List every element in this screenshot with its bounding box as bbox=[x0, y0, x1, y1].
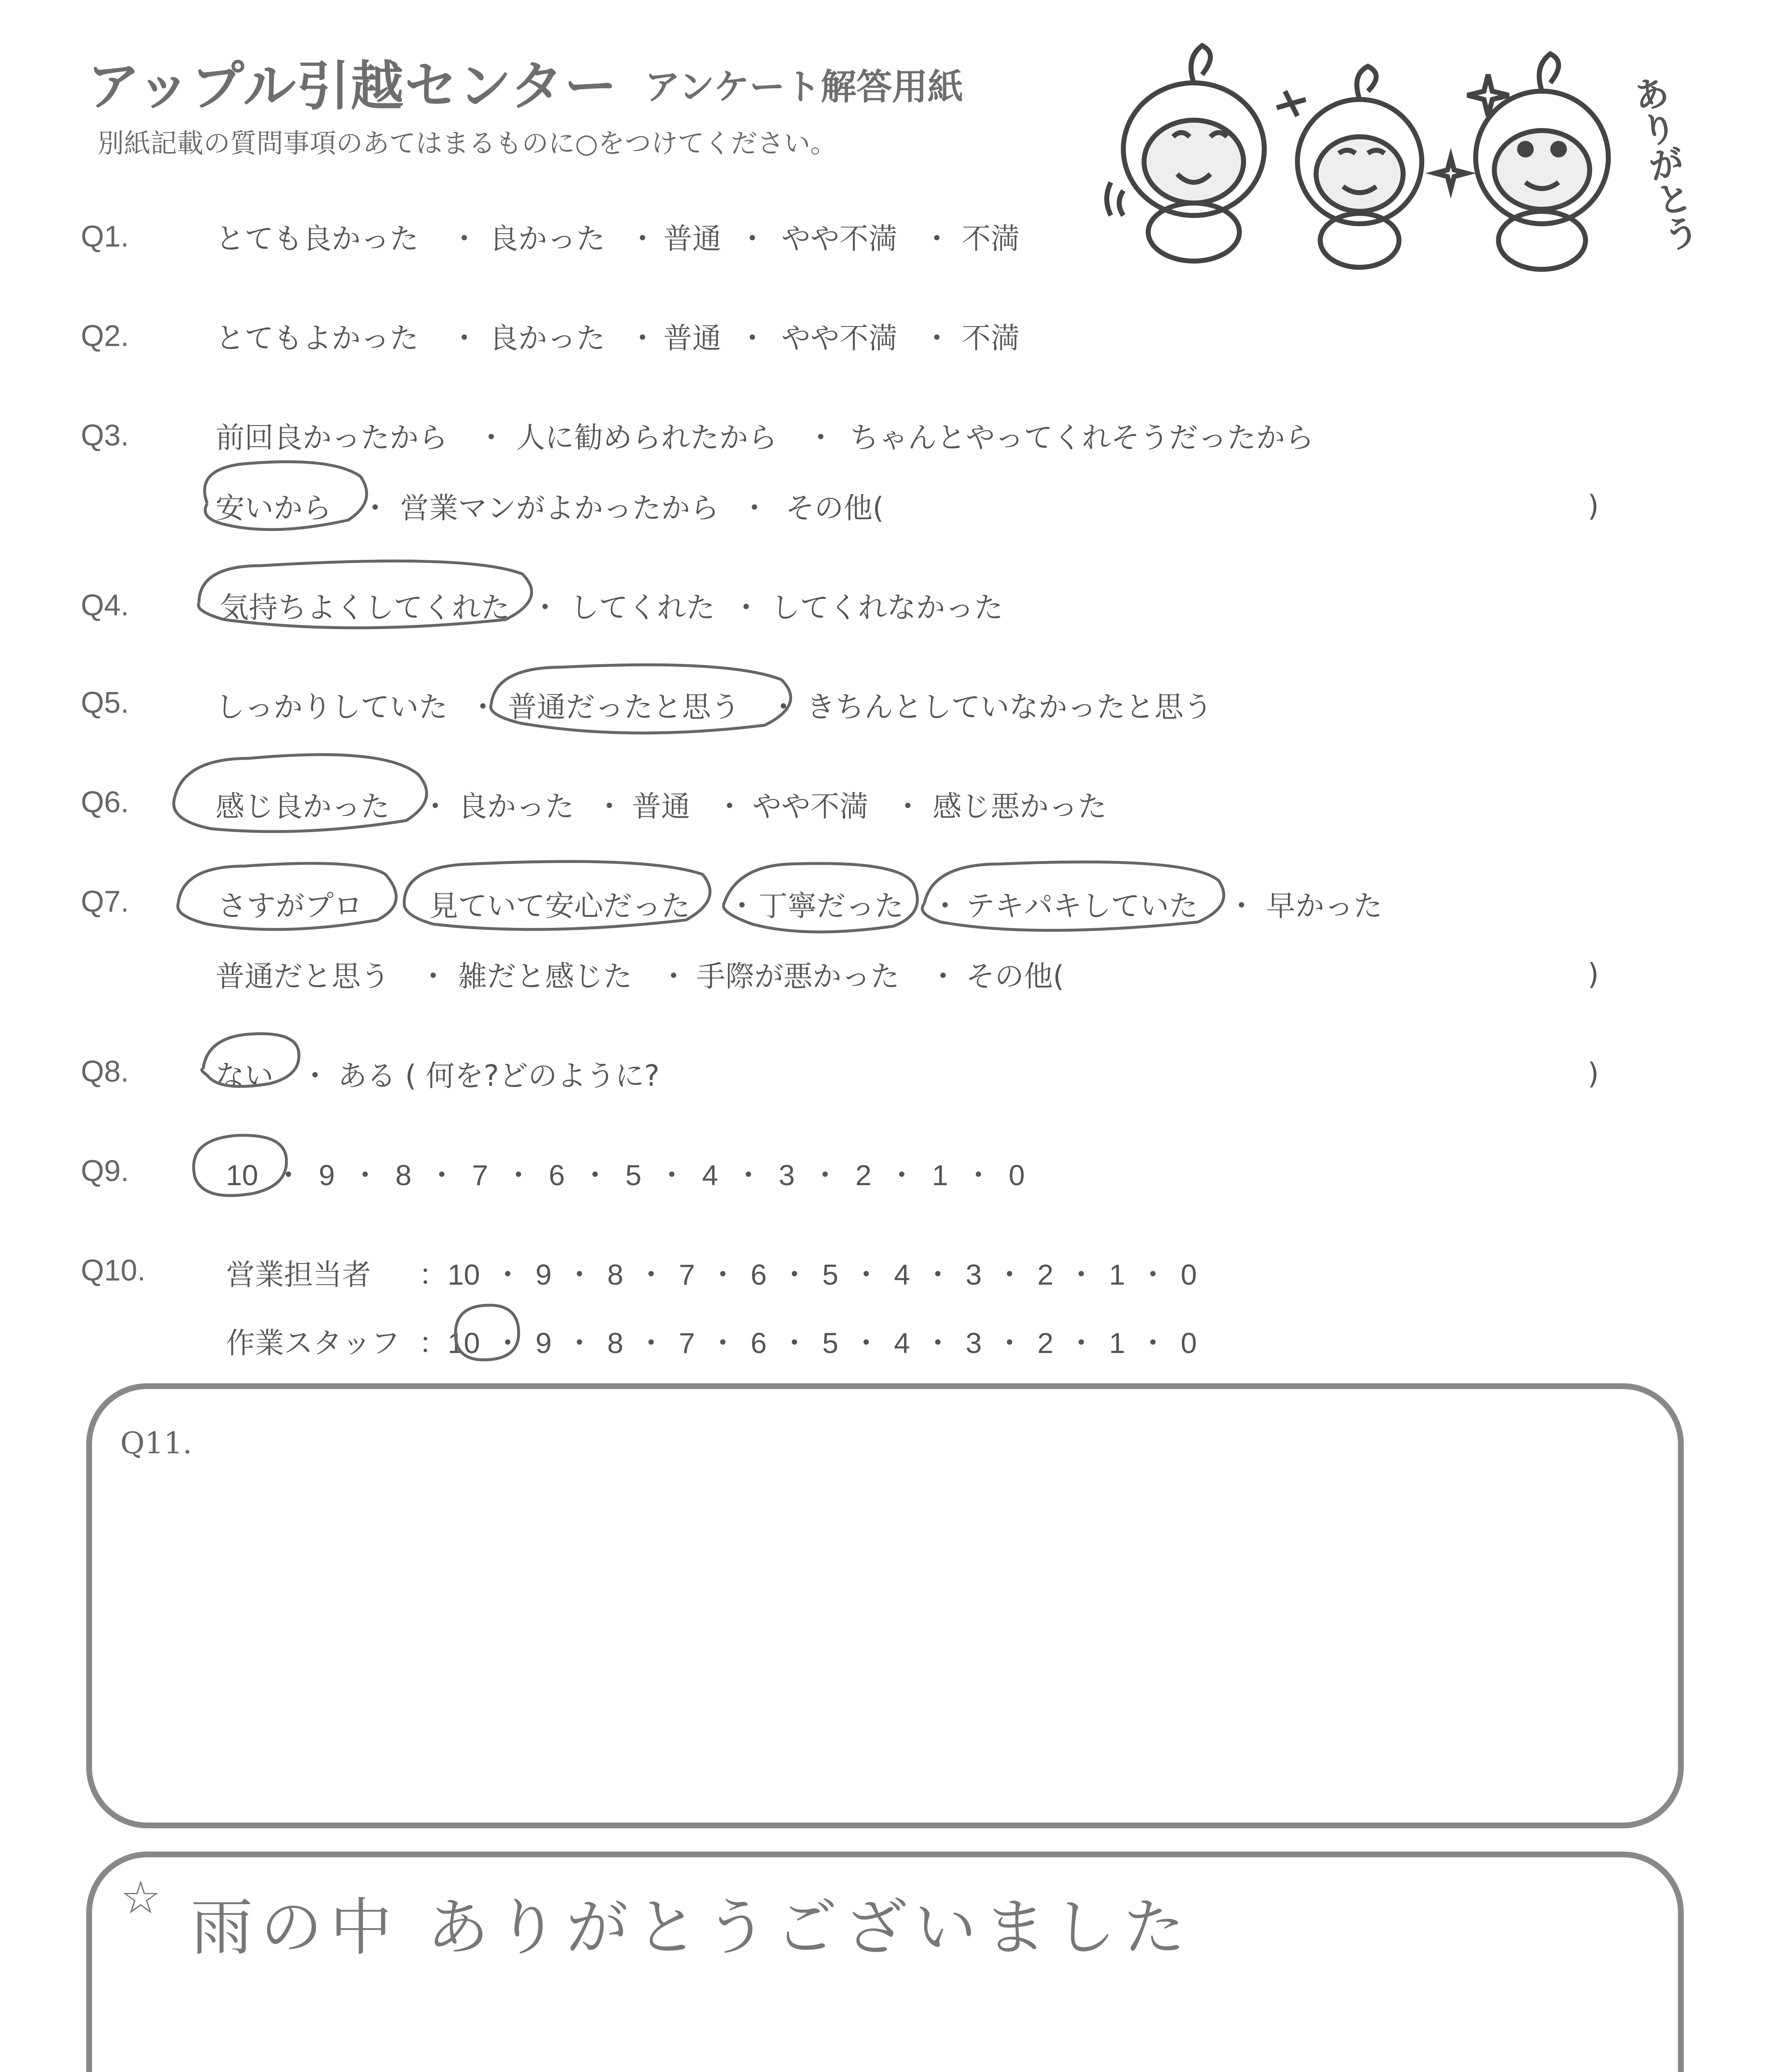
thanks-text: ありがとう bbox=[1624, 72, 1702, 255]
q10-label: Q10. bbox=[81, 1254, 146, 1287]
score-5[interactable]: 5 bbox=[625, 1159, 642, 1191]
option-selected[interactable]: ない bbox=[216, 1059, 274, 1093]
option-selected[interactable]: さすがプロ bbox=[218, 889, 363, 923]
instruction-text: 別紙記載の質問事項のあてはまるものに○をつけてください。 bbox=[97, 128, 837, 159]
work-staff-label: 作業スタッフ bbox=[226, 1326, 400, 1360]
score-6[interactable]: 6 bbox=[750, 1259, 767, 1291]
q1-label: Q1. bbox=[81, 220, 129, 253]
score-7[interactable]: 7 bbox=[679, 1259, 695, 1291]
option[interactable]: 雑だと感じた bbox=[458, 959, 632, 993]
sales-score-scale: ：10 ・ 9 ・ 8 ・ 7 ・ 6 ・ 5 ・ 4 ・ 3 ・ 2 ・ 1 ・ 0 bbox=[419, 1259, 1197, 1291]
q3-label: Q3. bbox=[81, 419, 129, 452]
option[interactable]: その他( bbox=[786, 491, 884, 525]
option[interactable]: 前回良かったから bbox=[216, 421, 448, 455]
score-1[interactable]: 1 bbox=[932, 1159, 948, 1191]
option[interactable]: とてもよかった bbox=[216, 321, 419, 355]
score-8[interactable]: 8 bbox=[395, 1159, 412, 1191]
score-7[interactable]: 7 bbox=[472, 1159, 488, 1191]
star-icon: ☆ bbox=[120, 1871, 161, 1924]
score-3[interactable]: 3 bbox=[965, 1327, 982, 1359]
option[interactable]: 手際が悪かった bbox=[696, 959, 899, 993]
option[interactable]: やや不満 bbox=[752, 789, 868, 823]
score-6[interactable]: 6 bbox=[548, 1159, 565, 1191]
option-selected[interactable]: テキパキしていた bbox=[966, 889, 1198, 923]
option[interactable]: 不満 bbox=[962, 222, 1020, 256]
option[interactable]: 不満 bbox=[962, 321, 1020, 355]
option[interactable]: ある ( 何を?どのように? bbox=[338, 1059, 660, 1093]
q2-label: Q2. bbox=[81, 320, 129, 353]
option-selected[interactable]: 安いから bbox=[216, 491, 332, 525]
option[interactable]: 営業マンがよかったから bbox=[400, 491, 719, 525]
company-title: アップル引越センター bbox=[87, 56, 618, 117]
q8-label: Q8. bbox=[81, 1055, 129, 1088]
option[interactable]: してくれた bbox=[570, 591, 715, 625]
score-3[interactable]: 3 bbox=[965, 1259, 982, 1291]
score-7[interactable]: 7 bbox=[679, 1327, 695, 1359]
score-4[interactable]: 4 bbox=[894, 1259, 910, 1291]
score-2[interactable]: 2 bbox=[1037, 1327, 1054, 1359]
score-9[interactable]: 9 bbox=[535, 1259, 552, 1291]
option[interactable]: しっかりしていた bbox=[216, 690, 448, 724]
score-2[interactable]: 2 bbox=[855, 1159, 872, 1191]
score-0[interactable]: 0 bbox=[1181, 1327, 1197, 1359]
form-subtitle: アンケート解答用紙 bbox=[645, 66, 963, 108]
work-score-scale: ：10 ・ 9 ・ 8 ・ 7 ・ 6 ・ 5 ・ 4 ・ 3 ・ 2 ・ 1 ・ 0 bbox=[419, 1327, 1197, 1359]
score-1[interactable]: 1 bbox=[1109, 1327, 1125, 1359]
score-4[interactable]: 4 bbox=[702, 1159, 718, 1191]
q9-scale: 10 ・ 9 ・ 8 ・ 7 ・ 6 ・ 5 ・ 4 ・ 3 ・ 2 ・ 1 ・ 0 bbox=[226, 1159, 1025, 1191]
option[interactable]: 感じ悪かった bbox=[933, 789, 1107, 823]
q4-label: Q4. bbox=[81, 589, 129, 622]
score-6[interactable]: 6 bbox=[750, 1327, 767, 1359]
score-1[interactable]: 1 bbox=[1109, 1259, 1125, 1291]
option[interactable]: やや不満 bbox=[781, 321, 897, 355]
option[interactable]: ちゃんとやってくれそうだったから bbox=[850, 421, 1314, 455]
option-selected[interactable]: 丁寧だった bbox=[759, 889, 904, 923]
option[interactable]: とても良かった bbox=[216, 222, 419, 256]
option[interactable]: きちんとしていなかったと思う bbox=[806, 690, 1212, 724]
score-10[interactable]: 10 bbox=[226, 1159, 258, 1191]
option-selected[interactable]: 感じ良かった bbox=[216, 789, 390, 823]
option[interactable]: 普通だと思う bbox=[216, 959, 390, 993]
option-selected[interactable]: 見ていて安心だった bbox=[429, 889, 690, 923]
option[interactable]: その他( bbox=[966, 959, 1064, 993]
score-9[interactable]: 9 bbox=[318, 1159, 335, 1191]
score-9[interactable]: 9 bbox=[535, 1327, 552, 1359]
score-5[interactable]: 5 bbox=[822, 1259, 839, 1291]
option-selected[interactable]: 気持ちよくしてくれた bbox=[220, 591, 510, 625]
score-4[interactable]: 4 bbox=[894, 1327, 910, 1359]
option[interactable]: 普通 bbox=[663, 222, 721, 256]
option[interactable]: 早かった bbox=[1266, 889, 1382, 923]
q9-label: Q9. bbox=[81, 1155, 129, 1188]
option-selected[interactable]: 普通だったと思う bbox=[508, 690, 740, 724]
score-3[interactable]: 3 bbox=[778, 1159, 795, 1191]
score-2[interactable]: 2 bbox=[1037, 1259, 1054, 1291]
score-10[interactable]: 10 bbox=[448, 1327, 480, 1359]
score-0[interactable]: 0 bbox=[1181, 1259, 1197, 1291]
q6-label: Q6. bbox=[81, 786, 129, 819]
q11-label: Q11. bbox=[120, 1426, 192, 1460]
comment-text[interactable]: 雨の中 ありがとうございました bbox=[191, 1892, 1193, 1964]
score-10[interactable]: 10 bbox=[448, 1259, 480, 1291]
q5-label: Q5. bbox=[81, 686, 129, 719]
score-5[interactable]: 5 bbox=[822, 1327, 839, 1359]
option[interactable]: 良かった bbox=[458, 789, 574, 823]
option[interactable]: 普通 bbox=[632, 789, 690, 823]
q7-label: Q7. bbox=[81, 885, 129, 918]
sales-staff-label: 営業担当者 bbox=[226, 1258, 371, 1292]
score-0[interactable]: 0 bbox=[1009, 1159, 1025, 1191]
option[interactable]: 良かった bbox=[489, 222, 605, 256]
option[interactable]: 人に勧められたから bbox=[516, 421, 777, 455]
option[interactable]: 普通 bbox=[663, 321, 721, 355]
score-8[interactable]: 8 bbox=[607, 1327, 623, 1359]
option[interactable]: してくれなかった bbox=[771, 591, 1003, 625]
q11-frame bbox=[89, 1386, 1681, 1825]
option[interactable]: 良かった bbox=[489, 321, 605, 355]
option[interactable]: やや不満 bbox=[781, 222, 897, 256]
score-8[interactable]: 8 bbox=[607, 1259, 623, 1291]
